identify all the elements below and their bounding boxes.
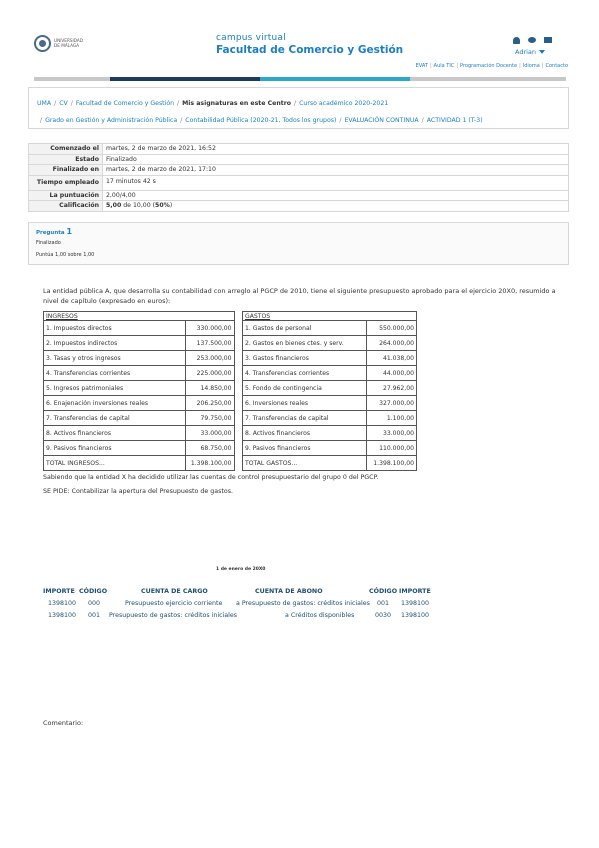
summary-value: 17 minutos 42 s (103, 175, 569, 190)
mail-icon[interactable] (544, 37, 552, 43)
budget-row (44, 396, 417, 411)
top-link-evat[interactable]: EVAT (415, 63, 428, 69)
expense-value: 110.000,00 (367, 441, 417, 456)
income-label: 1. Impuestos directos (44, 321, 186, 336)
question-state: Finalizado (36, 240, 61, 246)
grade-percent: 50% (155, 202, 170, 210)
expense-label: 3. Gastos financieros (242, 351, 366, 366)
expense-value: 1.398.100,00 (367, 456, 417, 471)
user-menu[interactable] (515, 48, 545, 56)
breadcrumb-evaluacion[interactable]: EVALUACIÓN CONTINUA (344, 117, 419, 124)
breadcrumb-uma[interactable]: UMA (37, 100, 52, 107)
summary-row (29, 154, 569, 165)
expense-label: 9. Pasivos financieros (242, 441, 366, 456)
top-links: EVAT | Aula TIC | Programación Docente | Idioma | Contacto (415, 63, 568, 69)
question-note: Sabiendo que la entidad X ha decidido utilizar las cuentas de control presupuestario del grupo 0 del PGCP. (43, 474, 379, 481)
grade-value: 5,00 (106, 202, 122, 210)
budget-row (44, 351, 417, 366)
chevron-down-icon (539, 50, 545, 54)
budget-row (44, 381, 417, 396)
debit-amount: 1398100 (48, 612, 77, 619)
logo-text (54, 38, 83, 48)
expense-label: 7. Transferencias de capital (242, 411, 366, 426)
credit-account: a Presupuesto de gastos: créditos iniciales (236, 600, 370, 607)
income-label: 2. Impuestos indirectos (44, 336, 186, 351)
debit-amount: 1398100 (48, 600, 77, 607)
expense-label: 6. Inversiones reales (242, 396, 366, 411)
budget-row (44, 441, 417, 456)
income-label: 5. Ingresos patrimoniales (44, 381, 186, 396)
breadcrumb-line-2: / Grado en Gestión y Administración Pública / Contabilidad Pública (2020-21, Todos los grupos) / EVALUACIÓN CONTINUA / ACTIVIDAD 1 (T-3) (40, 117, 483, 124)
expense-value: 550.000,00 (367, 321, 417, 336)
expense-label: 4. Transferencias corrientes (242, 366, 366, 381)
summary-label: Comenzado el (29, 144, 103, 155)
summary-value (103, 201, 569, 212)
journal-header: CUENTA DE CARGO (141, 588, 208, 595)
expense-value: 27.962,00 (367, 381, 417, 396)
journal-header: CUENTA DE ABONO (255, 588, 323, 595)
income-label: 6. Enajenación inversiones reales (44, 396, 186, 411)
question-label: Pregunta (36, 230, 65, 236)
budget-row (44, 366, 417, 381)
credit-amount: 1398100 (401, 612, 430, 619)
breadcrumb-mis-asignaturas: Mis asignaturas en este Centro (182, 100, 292, 107)
summary-value: martes, 2 de marzo de 2021, 17:10 (103, 165, 569, 176)
expense-label: 2. Gastos en bienes ctes. y serv. (242, 336, 366, 351)
logo-line-1: UNIVERSIDAD (54, 38, 83, 43)
income-value: 330.000,00 (186, 321, 234, 336)
expense-value: 41.038,00 (367, 351, 417, 366)
summary-label: La puntuación (29, 190, 103, 201)
income-label: 3. Tasas y otros ingresos (44, 351, 186, 366)
summary-row (29, 175, 569, 190)
budget-row (44, 456, 417, 471)
credit-amount: 1398100 (401, 600, 430, 607)
journal-header: IMPORTE (399, 588, 431, 595)
site-subtitle: campus virtual (216, 33, 286, 43)
question-number-value: 1 (66, 227, 73, 236)
budget-header-row (44, 312, 417, 321)
income-value: 225.000,00 (186, 366, 234, 381)
expense-value: 44.000,00 (367, 366, 417, 381)
top-link-idioma[interactable]: Idioma (522, 63, 540, 69)
color-bar (34, 77, 566, 81)
breadcrumb (28, 87, 569, 129)
user-icons (513, 37, 552, 44)
debit-account: Presupuesto de gastos: créditos iniciales (109, 612, 238, 619)
income-value: 68.750,00 (186, 441, 234, 456)
credit-code: 001 (377, 600, 390, 607)
expense-label: TOTAL GASTOS... (242, 456, 366, 471)
top-link-aula-tic[interactable]: Aula TIC (433, 63, 455, 69)
summary-row (29, 201, 569, 212)
breadcrumb-facultad[interactable]: Facultad de Comercio y Gestión (75, 100, 175, 107)
budget-table (43, 311, 417, 471)
question-mark: Puntúa 1,00 sobre 1,00 (36, 252, 95, 258)
summary-label: Calificación (29, 201, 103, 212)
breadcrumb-asignatura[interactable]: Contabilidad Pública (2020-21, Todos los grupos) (185, 117, 337, 124)
logo-line-2: DE MÁLAGA (54, 43, 80, 48)
top-link-programacion[interactable]: Programación Docente (460, 63, 518, 69)
journal-header: CÓDIGO (79, 588, 108, 595)
summary-label: Tiempo empleado (29, 175, 103, 190)
income-value: 14.850,00 (186, 381, 234, 396)
expense-value: 264.000,00 (367, 336, 417, 351)
credit-code: 0030 (375, 612, 392, 619)
color-bar-segment (260, 77, 410, 81)
income-value: 33.000,00 (186, 426, 234, 441)
journal-header: CÓDIGO (369, 588, 398, 595)
debit-code: 001 (88, 612, 101, 619)
color-bar-segment (110, 77, 260, 81)
expense-value: 327.000,00 (367, 396, 417, 411)
breadcrumb-line-1: UMA / CV / Facultad de Comercio y Gestión / Mis asignaturas en este Centro / Curso académico 2020-2021 (37, 100, 389, 107)
site-title[interactable]: Facultad de Comercio y Gestión (216, 44, 404, 56)
chat-icon[interactable] (528, 37, 536, 43)
income-label: 7. Transferencias de capital (44, 411, 186, 426)
debit-code: 000 (88, 600, 101, 607)
expense-label: 5. Fondo de contingencia (242, 381, 366, 396)
question-info (28, 222, 569, 265)
income-value: 137.500,00 (186, 336, 234, 351)
breadcrumb-cv[interactable]: CV (59, 100, 68, 107)
breadcrumb-curso[interactable]: Curso académico 2020-2021 (299, 100, 389, 107)
summary-row (29, 144, 569, 155)
debit-account: Presupuesto ejercicio corriente (125, 600, 223, 607)
question-number (36, 227, 561, 236)
income-label: 4. Transferencias corrientes (44, 366, 186, 381)
income-label: 9. Pasivos financieros (44, 441, 186, 456)
income-label: 8. Activos financieros (44, 426, 186, 441)
summary-value: martes, 2 de marzo de 2021, 16:52 (103, 144, 569, 155)
top-link-contacto[interactable]: Contacto (545, 63, 568, 69)
university-logo[interactable] (34, 34, 86, 52)
summary-row (29, 165, 569, 176)
budget-row (44, 411, 417, 426)
color-bar-segment (34, 77, 110, 81)
budget-row (44, 426, 417, 441)
summary-label: Estado (29, 154, 103, 165)
income-header: INGRESOS (44, 312, 235, 321)
user-name: Adrian (515, 48, 537, 56)
credit-account: a Créditos disponibles (285, 612, 355, 619)
expense-value: 1.100,00 (367, 411, 417, 426)
comment-label: Comentario: (43, 719, 84, 727)
expense-label: 1. Gastos de personal (242, 321, 366, 336)
budget-row (44, 321, 417, 336)
expense-label: 8. Activos financieros (242, 426, 366, 441)
breadcrumb-actividad[interactable]: ACTIVIDAD 1 (T-3) (426, 117, 483, 124)
color-bar-segment (490, 77, 566, 81)
grade-mid: de 10,00 ( (121, 202, 156, 210)
site-header (0, 0, 599, 80)
journal-date: 1 de enero de 20X0 (216, 567, 266, 572)
summary-value: Finalizado (103, 154, 569, 165)
income-label: TOTAL INGRESOS... (44, 456, 186, 471)
summary-value: 2,00/4,00 (103, 190, 569, 201)
site-title-block (216, 33, 403, 56)
color-bar-segment (410, 77, 490, 81)
summary-label: Finalizado en (29, 165, 103, 176)
expense-header: GASTOS (242, 312, 416, 321)
question-text: La entidad pública A, que desarrolla su contabilidad con arreglo al PGCP de 2010, tiene el siguiente presupuesto aprobado para el ejercicio 20X0, resumido a nivel de capítulo (expresado en euros): (43, 287, 556, 305)
breadcrumb-grado[interactable]: Grado en Gestión y Administración Pública (45, 117, 178, 124)
income-value: 1.398.100,00 (186, 456, 234, 471)
income-value: 79.750,00 (186, 411, 234, 426)
question-task: SE PIDE: Contabilizar la apertura del Presupuesto de gastos. (43, 488, 233, 495)
journal-header: IMPORTE (43, 588, 75, 595)
bell-icon[interactable] (513, 37, 520, 44)
income-value: 206.250,00 (186, 396, 234, 411)
summary-row (29, 190, 569, 201)
logo-seal-icon (34, 35, 51, 52)
expense-value: 33.000,00 (367, 426, 417, 441)
grade-end: ) (169, 202, 173, 210)
attempt-summary-table (28, 143, 569, 212)
income-value: 253.000,00 (186, 351, 234, 366)
budget-row (44, 336, 417, 351)
